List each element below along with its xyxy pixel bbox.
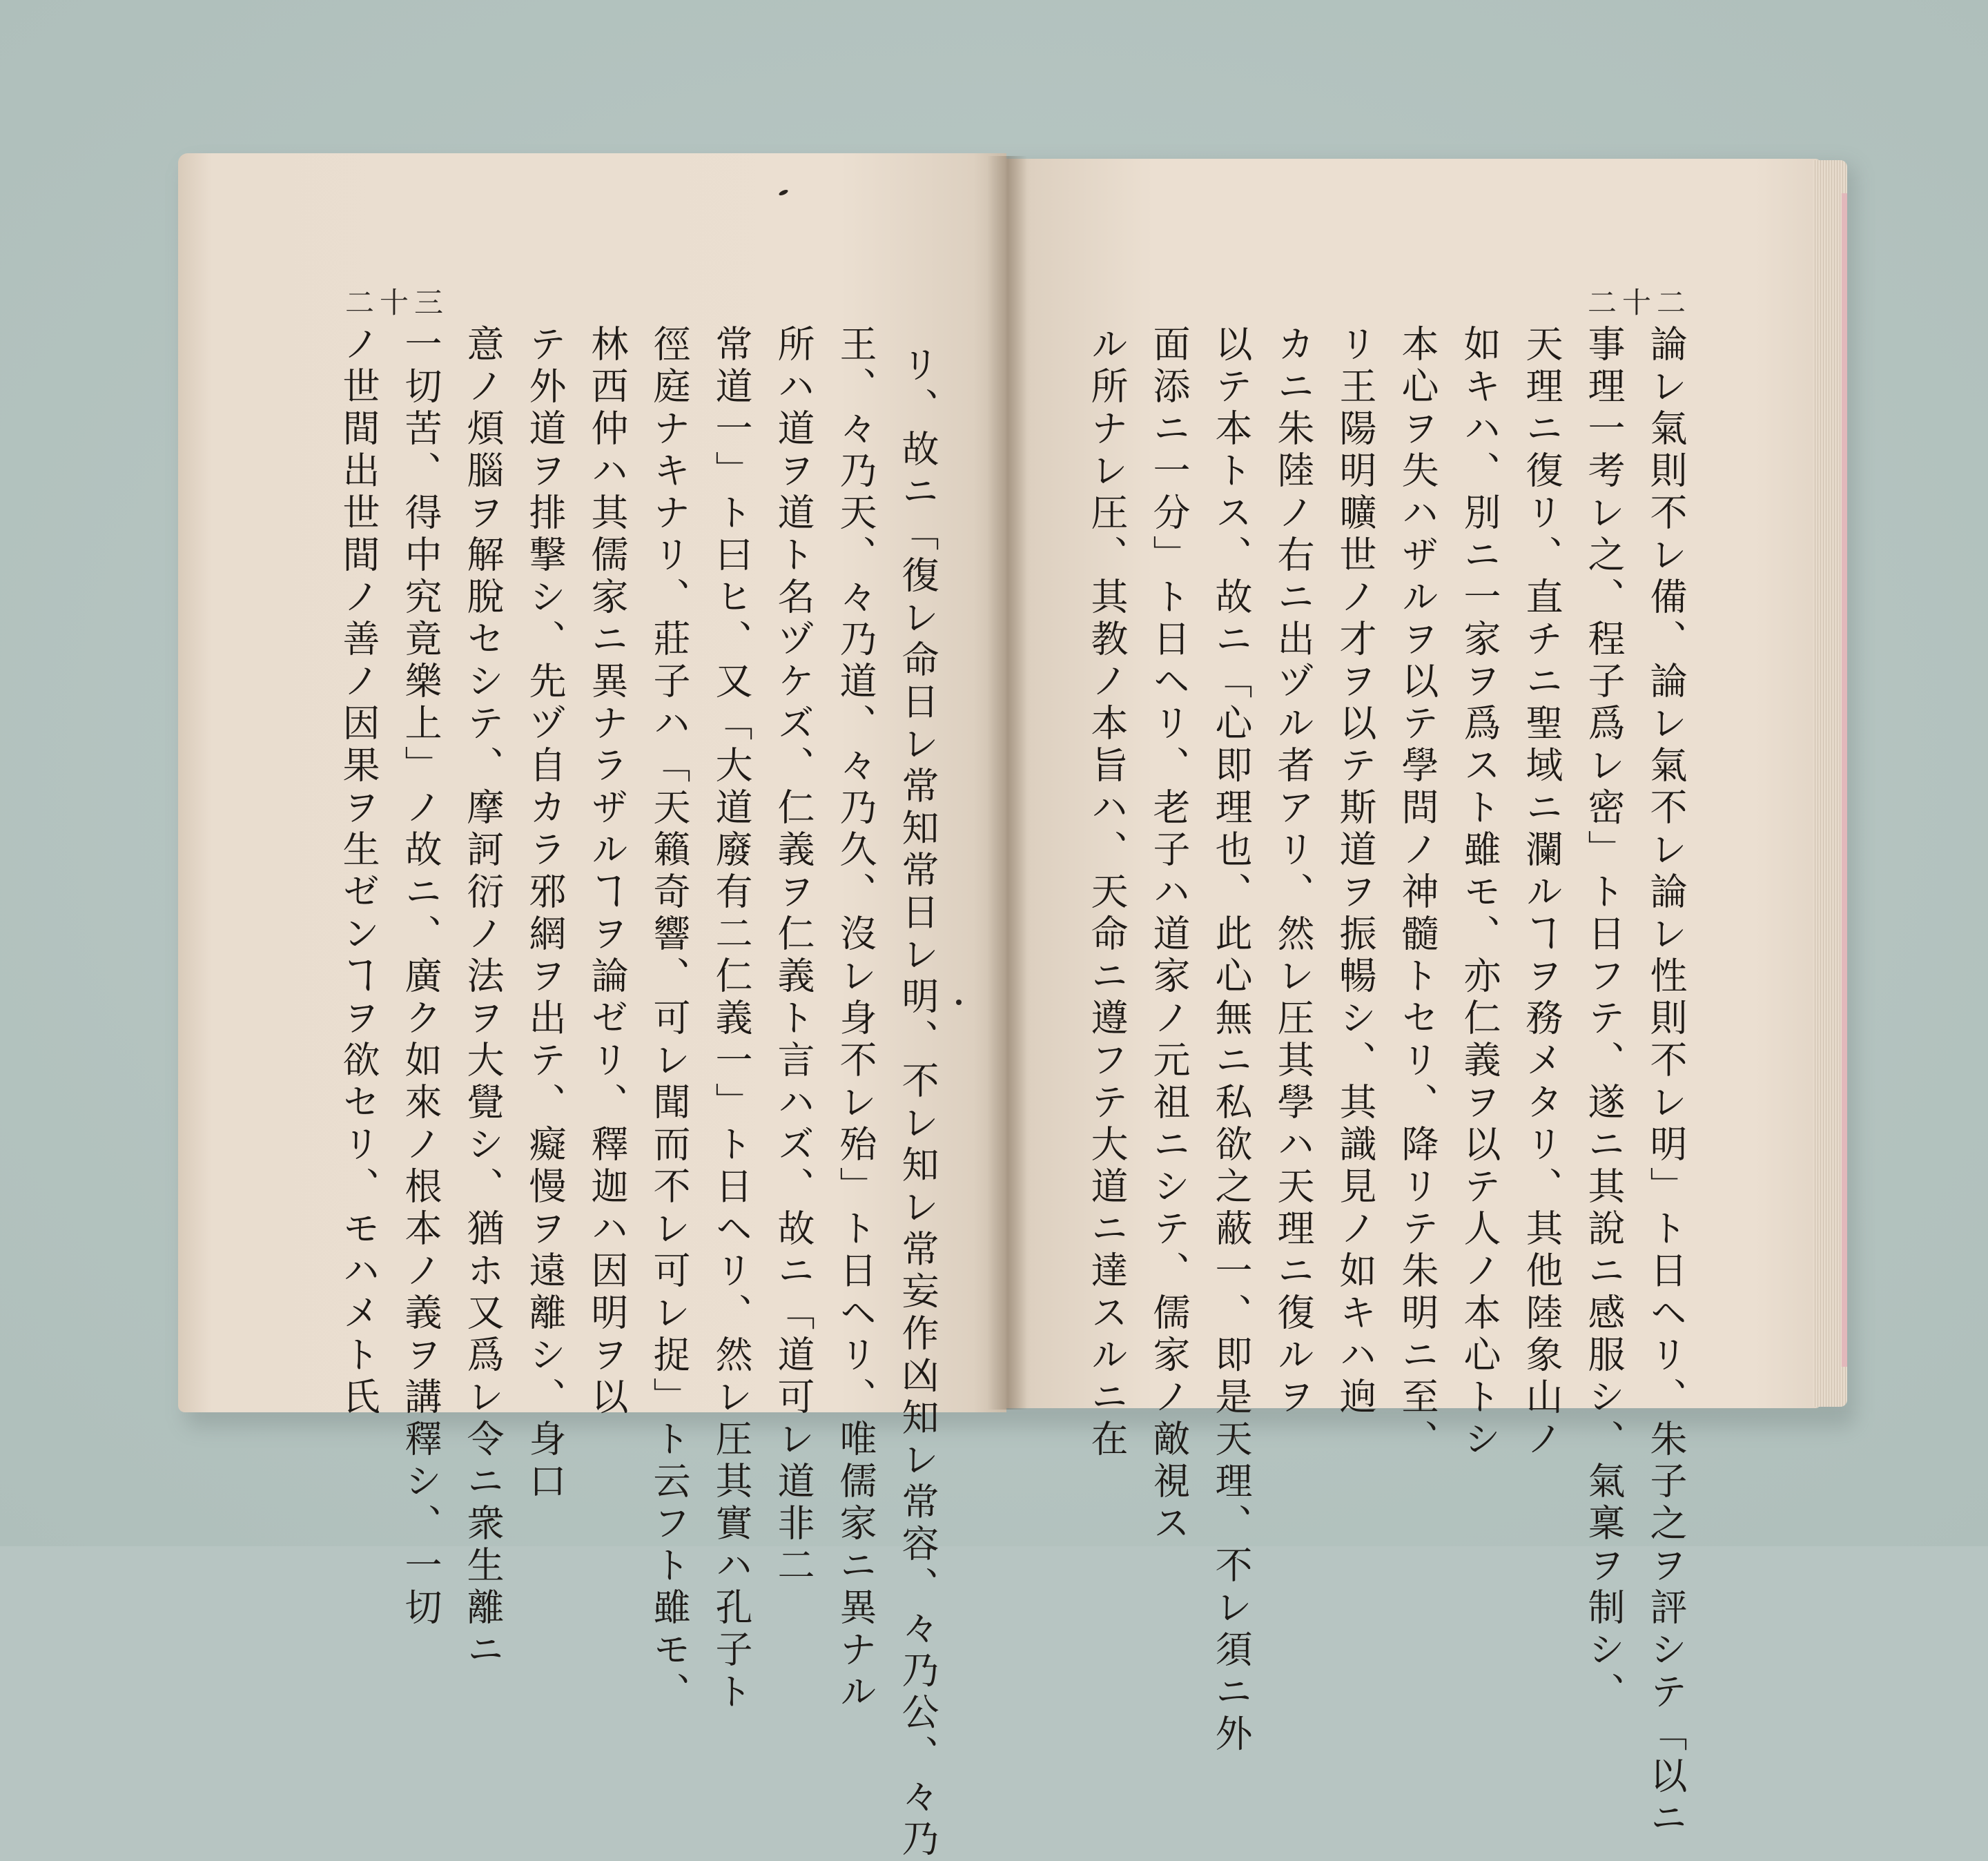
right-text-column-10: ル所ナレ圧、其教ノ本旨ハ、天命ニ遵フテ大道ニ達スルニ在	[1085, 324, 1129, 1461]
right-text-column-9: 面添ニ一分」ト日ヘリ、老子ハ道家ノ元祖ニシテ、儒家ノ敵視ス	[1147, 324, 1191, 1546]
left-text-column-3: 所ハ道ヲ道ト名ヅケズ、仁義ヲ仁義ト言ハズ、故ニ「道可レ道非二	[772, 324, 815, 1588]
right-page-number: 二十二	[1588, 286, 1692, 320]
left-text-column-1: リ、故ニ「復レ命日レ常知常日レ明、不レ知レ常妄作凶知レ常容、々乃公、々乃	[896, 345, 939, 1861]
left-text-column-2: 王、々乃天、々乃道、々乃久、沒レ身不レ殆」ト日ヘリ、唯儒家ニ異ナル	[834, 324, 877, 1714]
right-text-column-1: 論レ氣則不レ備、論レ氣不レ論レ性則不レ明」ト日ヘリ、朱子之ヲ評シテ「以ニ	[1644, 324, 1688, 1840]
right-text-column-6: リ王陽明曠世ノ才ヲ以テ斯道ヲ振暢シ、其識見ノ如キハ逈	[1334, 324, 1377, 1419]
right-text-column-7: カニ朱陸ノ右ニ出ヅル者アリ、然レ圧其學ハ天理ニ復ルヲ	[1271, 324, 1315, 1419]
left-text-column-9: 一切苦、得中究竟樂上」ノ故ニ、廣ク如來ノ根本ノ義ヲ講釋シ、一切	[399, 324, 442, 1630]
right-text-column-5: 本心ヲ失ハザルヲ以テ學問ノ神髓トセリ、降リテ朱明ニ至、	[1396, 324, 1439, 1461]
right-text-column-2: 事理一考レ之、程子爲レ密」ト日フテ、遂ニ其說ニ感服シ、氣稟ヲ制シ、	[1582, 324, 1626, 1714]
left-text-column-7: テ外道ヲ排撃シ、先ヅ自カラ邪網ヲ出テ、癡慢ヲ遠離シ、身口	[523, 324, 567, 1503]
left-text-column-10: ノ世間出世間ノ善ノ因果ヲ生ゼンヿヲ欲セリ、モハメト氏	[337, 324, 380, 1419]
left-text-column-6: 林西仲ハ其儒家ニ異ナラザルヿヲ論ゼリ、釋迦ハ因明ヲ以	[585, 324, 629, 1419]
book-gutter	[987, 156, 1027, 1410]
page-edges-color	[1842, 193, 1847, 1367]
right-text-column-3: 天理ニ復リ、直チニ聖域ニ瀾ルヿヲ務メタリ、其他陸象山ノ	[1520, 324, 1563, 1461]
left-text-column-4: 常道一」ト曰ヒ、又「大道廢有二仁義一」ト日ヘリ、然レ圧其實ハ孔子ト	[710, 324, 753, 1714]
left-text-column-8: 意ノ煩腦ヲ解脫セシテ、摩訶衍ノ法ヲ大覺シ、猶ホ又爲レ令ニ衆生離ニ	[461, 324, 505, 1672]
left-text-column-5: 徑庭ナキナリ、莊子ハ「天籟奇響、可レ聞而不レ可レ捉」ト云フト雖モ、	[647, 324, 691, 1714]
right-text-column-4: 如キハ、別ニ一家ヲ爲スト雖モ、亦仁義ヲ以テ人ノ本心トシ	[1458, 324, 1501, 1461]
ink-dot	[956, 1000, 962, 1005]
right-text-column-8: 以テ本トス、故ニ「心即理也、此心無ニ私欲之蔽一、即是天理、不レ須ニ外	[1209, 324, 1253, 1756]
left-page-number: 二十三	[345, 286, 449, 320]
